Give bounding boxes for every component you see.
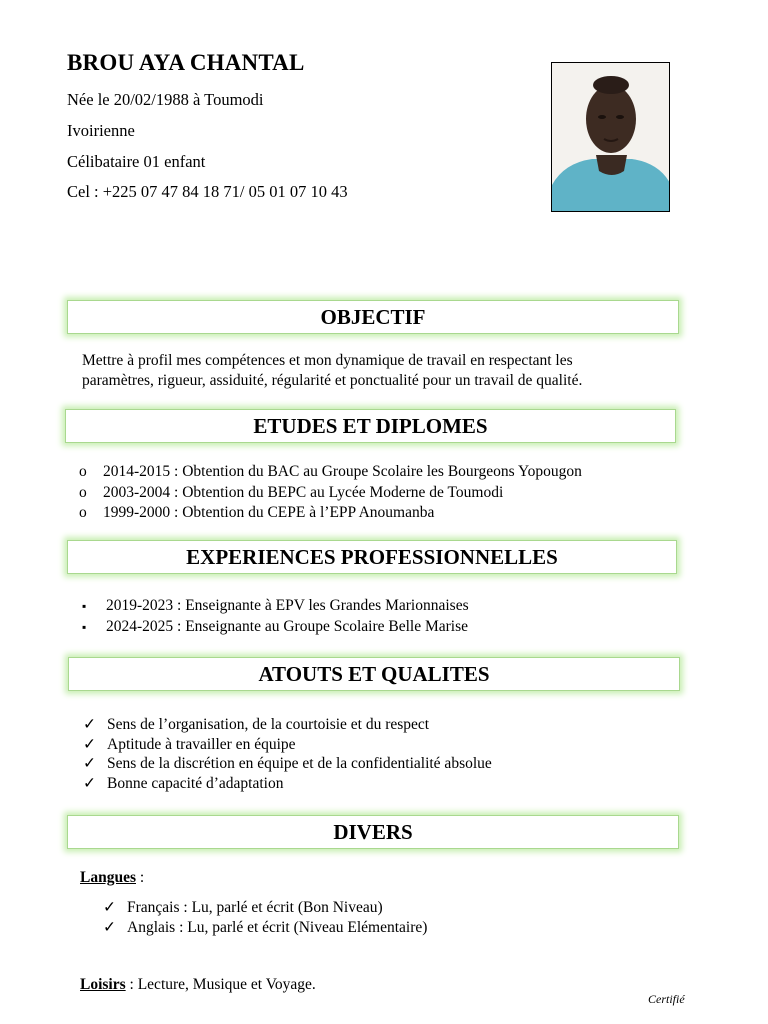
section-objective-title: OBJECTIF [67, 300, 679, 334]
list-item: ▪ 2019-2023 : Enseignante à EPV les Grandes Marionnaises [82, 597, 469, 614]
check-icon: ✓ [103, 899, 116, 916]
list-item: ▪ 2024-2025 : Enseignante au Groupe Scolaire Belle Marise [82, 617, 468, 635]
marital-status: Célibataire 01 enfant [67, 152, 206, 171]
languages-heading: Langues : [80, 869, 145, 886]
circle-bullet-icon: o [79, 504, 87, 521]
phone-number: Cel : +225 07 47 84 18 71/ 05 01 07 10 43 [67, 182, 348, 201]
square-bullet-icon: ▪ [82, 619, 87, 634]
list-item: ✓ Sens de l’organisation, de la courtoisie et du respect [83, 716, 430, 733]
objective-line-2: paramètres, rigueur, assiduité, régularité et ponctualité pour un travail de qualité. [82, 372, 583, 389]
languages-list [103, 898, 663, 938]
list-item: ✓ Bonne capacité d’adaptation [83, 774, 284, 792]
list-item: ✓ Anglais : Lu, parlé et écrit (Niveau Elémentaire) [103, 919, 428, 936]
check-icon: ✓ [83, 774, 96, 792]
birth-info: Née le 20/02/1988 à Toumodi [67, 90, 264, 109]
hobbies-label: Loisirs [80, 976, 126, 993]
education-list [79, 462, 679, 524]
section-education-title: ETUDES ET DIPLOMES [65, 409, 676, 443]
list-item: o 1999-2000 : Obtention du CEPE à l’EPP Anoumanba [79, 504, 435, 521]
circle-bullet-icon: o [79, 463, 87, 480]
check-icon: ✓ [83, 735, 96, 753]
square-bullet-icon: ▪ [82, 599, 87, 613]
check-icon: ✓ [103, 919, 116, 936]
list-item: o 2003-2004 : Obtention du BEPC au Lycée Moderne de Toumodi [79, 483, 504, 501]
nationality: Ivoirienne [67, 121, 135, 140]
portrait-photo [551, 62, 670, 212]
section-experience-title: EXPERIENCES PROFESSIONNELLES [67, 540, 677, 574]
section-qualities-title: ATOUTS ET QUALITES [68, 657, 680, 691]
languages-label: Langues [80, 869, 136, 886]
candidate-name: BROU AYA CHANTAL [67, 50, 305, 75]
circle-bullet-icon: o [79, 483, 87, 501]
list-item: ✓ Sens de la discrétion en équipe et de la confidentialité absolue [83, 755, 492, 772]
hobbies-line [80, 976, 316, 994]
qualities-list [83, 715, 683, 793]
check-icon: ✓ [83, 716, 96, 733]
objective-text [82, 351, 662, 391]
list-item: ✓ Aptitude à travailler en équipe [83, 735, 296, 753]
experience-list [82, 596, 682, 637]
list-item: o 2014-2015 : Obtention du BAC au Groupe Scolaire les Bourgeons Yopougon [79, 463, 582, 480]
hobbies-text: : Lecture, Musique et Voyage. [125, 976, 316, 993]
objective-line-1: Mettre à profil mes compétences et mon dynamique de travail en respectant les [82, 352, 573, 369]
section-misc-title: DIVERS [67, 815, 679, 849]
check-icon: ✓ [83, 755, 96, 772]
list-item: ✓ Français : Lu, parlé et écrit (Bon Niveau) [103, 899, 383, 916]
certified-note: Certifié [648, 992, 685, 1006]
